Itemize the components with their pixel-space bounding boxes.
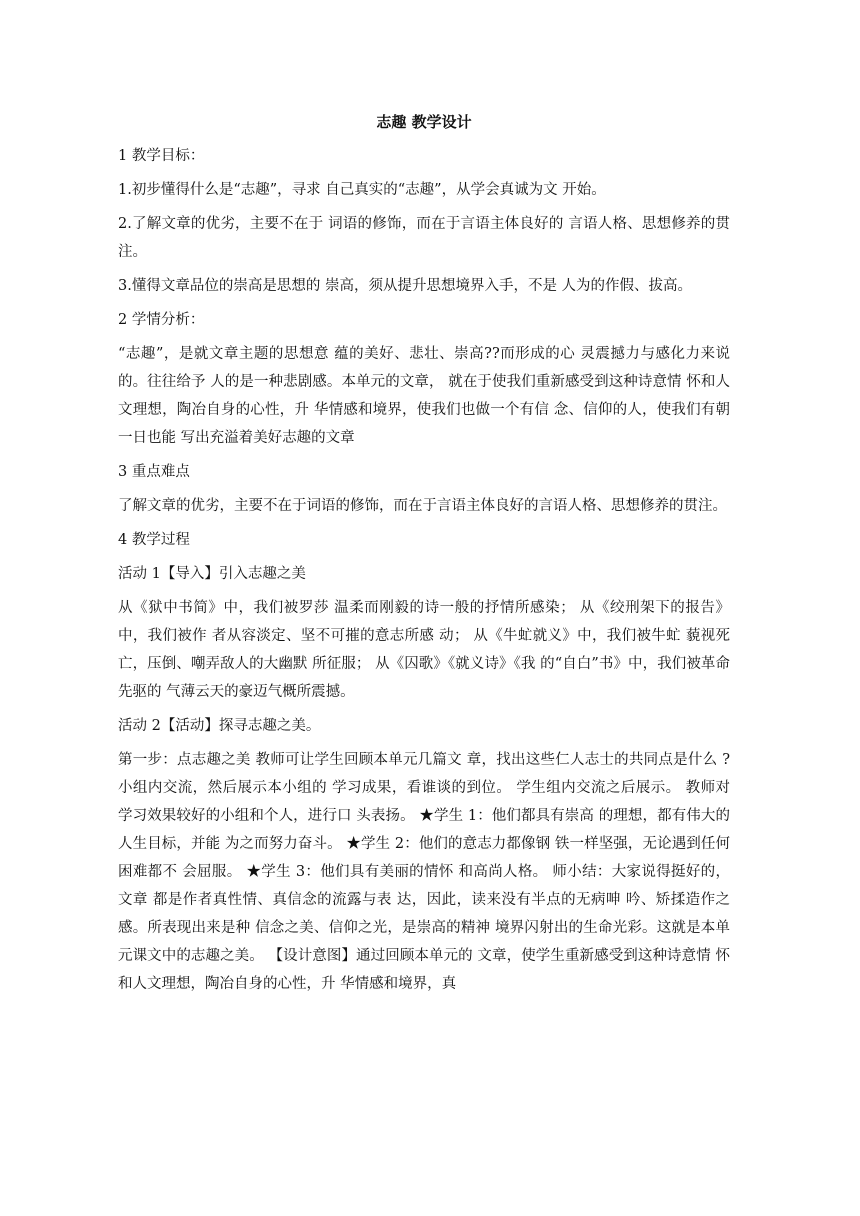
keypoints-paragraph: 了解文章的优劣，主要不在于词语的修饰，而在于言语主体良好的言语人格、思想修养的贯注。 bbox=[118, 498, 727, 514]
goal-item-2: 2.了解文章的优劣，主要不在于 词语的修饰，而在于言语主体良好的 言语人格、思想修养的贯注。 bbox=[118, 216, 730, 260]
section-heading-analysis: 2 学情分析： bbox=[118, 312, 205, 328]
activity-1-heading: 活动 1【导入】引入志趣之美 bbox=[118, 566, 306, 582]
analysis-paragraph: “志趣”，是就文章主题的思想意 蕴的美好、悲壮、崇高??而形成的心 灵震撼力与感化力来说的。往往给予 人的是一种悲剧感。本单元的文章， 就在于使我们重新感受到这种诗意情 怀和人文理想，陶冶自身的心性，升 华情感和境界，使我们也做一个有信 念、信仰的人，使我们有朝一日也能 写出充溢着美好志趣的文章 bbox=[118, 346, 730, 446]
activity-2-heading: 活动 2【活动】探寻志趣之美。 bbox=[118, 718, 321, 734]
document-body bbox=[118, 108, 730, 1004]
document-title: 志趣 教学设计 bbox=[376, 113, 472, 131]
goal-item-1: 1.初步懂得什么是“志趣”，寻求 自己真实的“志趣”，从学会真诚为文 开始。 bbox=[118, 182, 606, 198]
section-heading-goals: 1 教学目标： bbox=[118, 148, 205, 164]
activity-2-paragraph: 第一步：点志趣之美 教师可让学生回顾本单元几篇文 章，找出这些仁人志士的共同点是什么 ?小组内交流，然后展示本小组的 学习成果，看谁谈的到位。 学生组内交流之后展示。 教师对 学习效果较好的小组和个人，进行口 头表扬。 ★学生 1：他们都具有崇高 的理想，都有伟大的人生目标，并能 为之而努力奋斗。 ★学生 2：他们的意志力都像钢 铁一样坚强，无论遇到任何困难都不 会屈服。 ★学生 3：他们具有美丽的情怀 和高尚人格。 师小结：大家说得挺好的，文章 都是作者真性情、真信念的流露与表 达，因此，读来没有半点的无病呻 吟、矫揉造作之感。所表现出来是种 信念之美、信仰之光，是崇高的精神 境界闪射出的生命光彩。这就是本单 元课文中的志趣之美。 【设计意图】通过回顾本单元的 文章，使学生重新感受到这种诗意情 怀和人文理想，陶冶自身的心性，升 华情感和境界，真 bbox=[118, 752, 730, 992]
section-heading-process: 4 教学过程 bbox=[118, 532, 190, 548]
goal-item-3: 3.懂得文章品位的崇高是思想的 崇高，须从提升思想境界入手，不是 人为的作假、拔高。 bbox=[118, 278, 693, 294]
section-heading-keypoints: 3 重点难点 bbox=[118, 464, 190, 480]
activity-1-paragraph: 从《狱中书简》中，我们被罗莎 温柔而刚毅的诗一般的抒情所感染； 从《绞刑架下的报告》中，我们被作 者从容淡定、坚不可摧的意志所感 动； 从《牛虻就义》中，我们被牛虻 藐视死亡，压倒、嘲弄敌人的大幽默 所征服； 从《囚歌》《就义诗》《我 的“自白”书》中，我们被革命先驱的 气薄云天的豪迈气概所震撼。 bbox=[118, 600, 730, 700]
